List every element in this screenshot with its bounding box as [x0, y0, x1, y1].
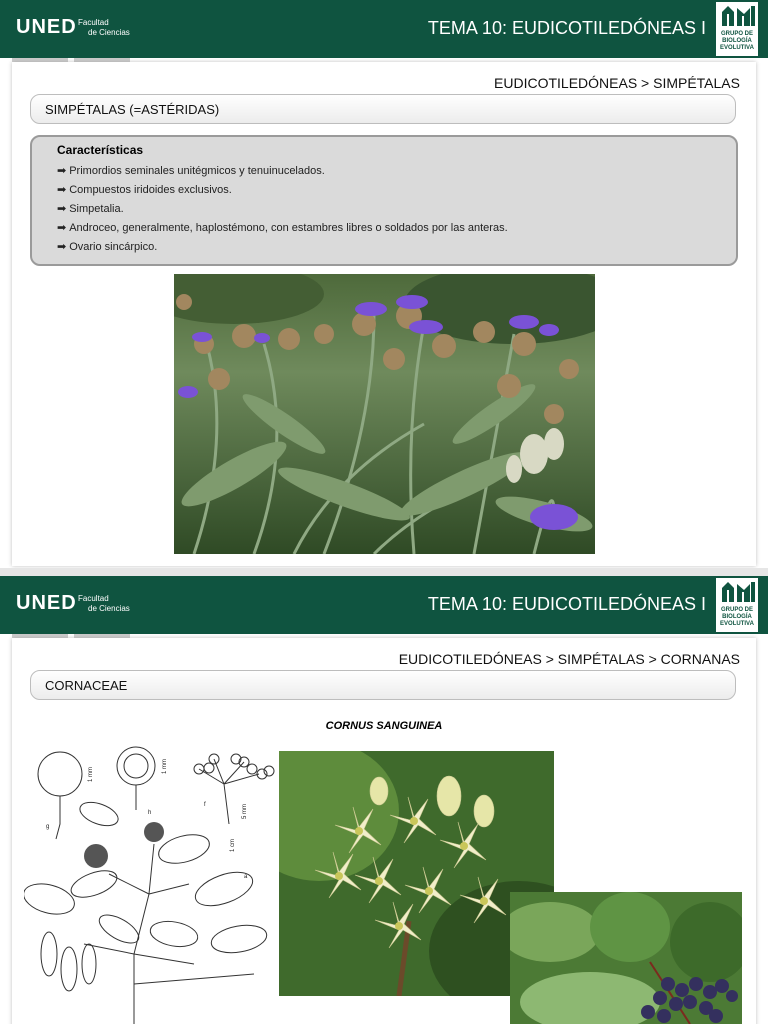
artichoke-plant-photo: [174, 274, 595, 554]
uned-logo-text: UNED: [16, 592, 77, 614]
slide-title: TEMA 10: EUDICOTILEDÓNEAS I: [427, 18, 706, 38]
cornus-berries-photo: [510, 892, 742, 1024]
drawing-label: f: [204, 802, 206, 808]
characteristics-heading: Características: [57, 143, 144, 157]
list-item: ➡ Simpetalia.: [57, 203, 124, 215]
section-bar: [30, 670, 736, 700]
biology-group-logo: GRUPO DE BIOLOGÍA EVOLUTIVA: [716, 2, 758, 56]
list-item: ➡ Compuestos iridoides exclusivos.: [57, 184, 232, 196]
biology-group-logo: GRUPO DE BIOLOGÍA EVOLUTIVA: [716, 578, 758, 632]
arrow-right-icon: ➡: [57, 222, 67, 234]
section-bar: [30, 94, 736, 124]
scale-label: 1 mm: [88, 767, 94, 782]
botanical-drawing: [24, 744, 278, 1024]
scale-label: 1 cm: [230, 838, 236, 852]
arrow-right-icon: ➡: [57, 165, 67, 177]
scale-label: 5 mm: [242, 804, 248, 819]
drawing-label: h: [148, 810, 152, 816]
characteristics-box: [30, 135, 738, 266]
list-item: ➡ Androceo, generalmente, haplostémono, con estambres libres o soldados por las anteras.: [57, 222, 508, 234]
arrow-right-icon: ➡: [57, 241, 67, 253]
breadcrumb: EUDICOTILEDÓNEAS > SIMPÉTALAS > CORNANAS: [398, 651, 740, 667]
species-caption: CORNUS SANGUINEA: [325, 720, 443, 732]
slide-header: [0, 576, 768, 634]
slide-title: TEMA 10: EUDICOTILEDÓNEAS I: [427, 594, 706, 614]
scale-label: 1 mm: [162, 759, 168, 774]
list-item: ➡ Primordios seminales unitégmicos y tenuinucelados.: [57, 165, 325, 177]
section-title: SIMPÉTALAS (=ASTÉRIDAS): [45, 102, 220, 117]
drawing-label: g: [46, 824, 50, 830]
slide-header: [0, 0, 768, 58]
arrow-right-icon: ➡: [57, 184, 67, 196]
section-title: CORNACEAE: [45, 678, 128, 693]
tree-icon: [718, 4, 756, 28]
arrow-right-icon: ➡: [57, 203, 67, 215]
slide-separator: [0, 568, 768, 576]
faculty-label: Facultad de Ciencias: [78, 594, 130, 613]
uned-logo-text: UNED: [16, 16, 77, 38]
faculty-label: Facultad de Ciencias: [78, 18, 130, 37]
characteristics-list: [57, 162, 508, 257]
list-item: ➡ Ovario sincárpico.: [57, 241, 158, 253]
breadcrumb: EUDICOTILEDÓNEAS > SIMPÉTALAS: [494, 75, 740, 91]
slide-2: [0, 576, 768, 1024]
tree-icon: [718, 580, 756, 604]
drawing-label: a: [244, 874, 248, 880]
